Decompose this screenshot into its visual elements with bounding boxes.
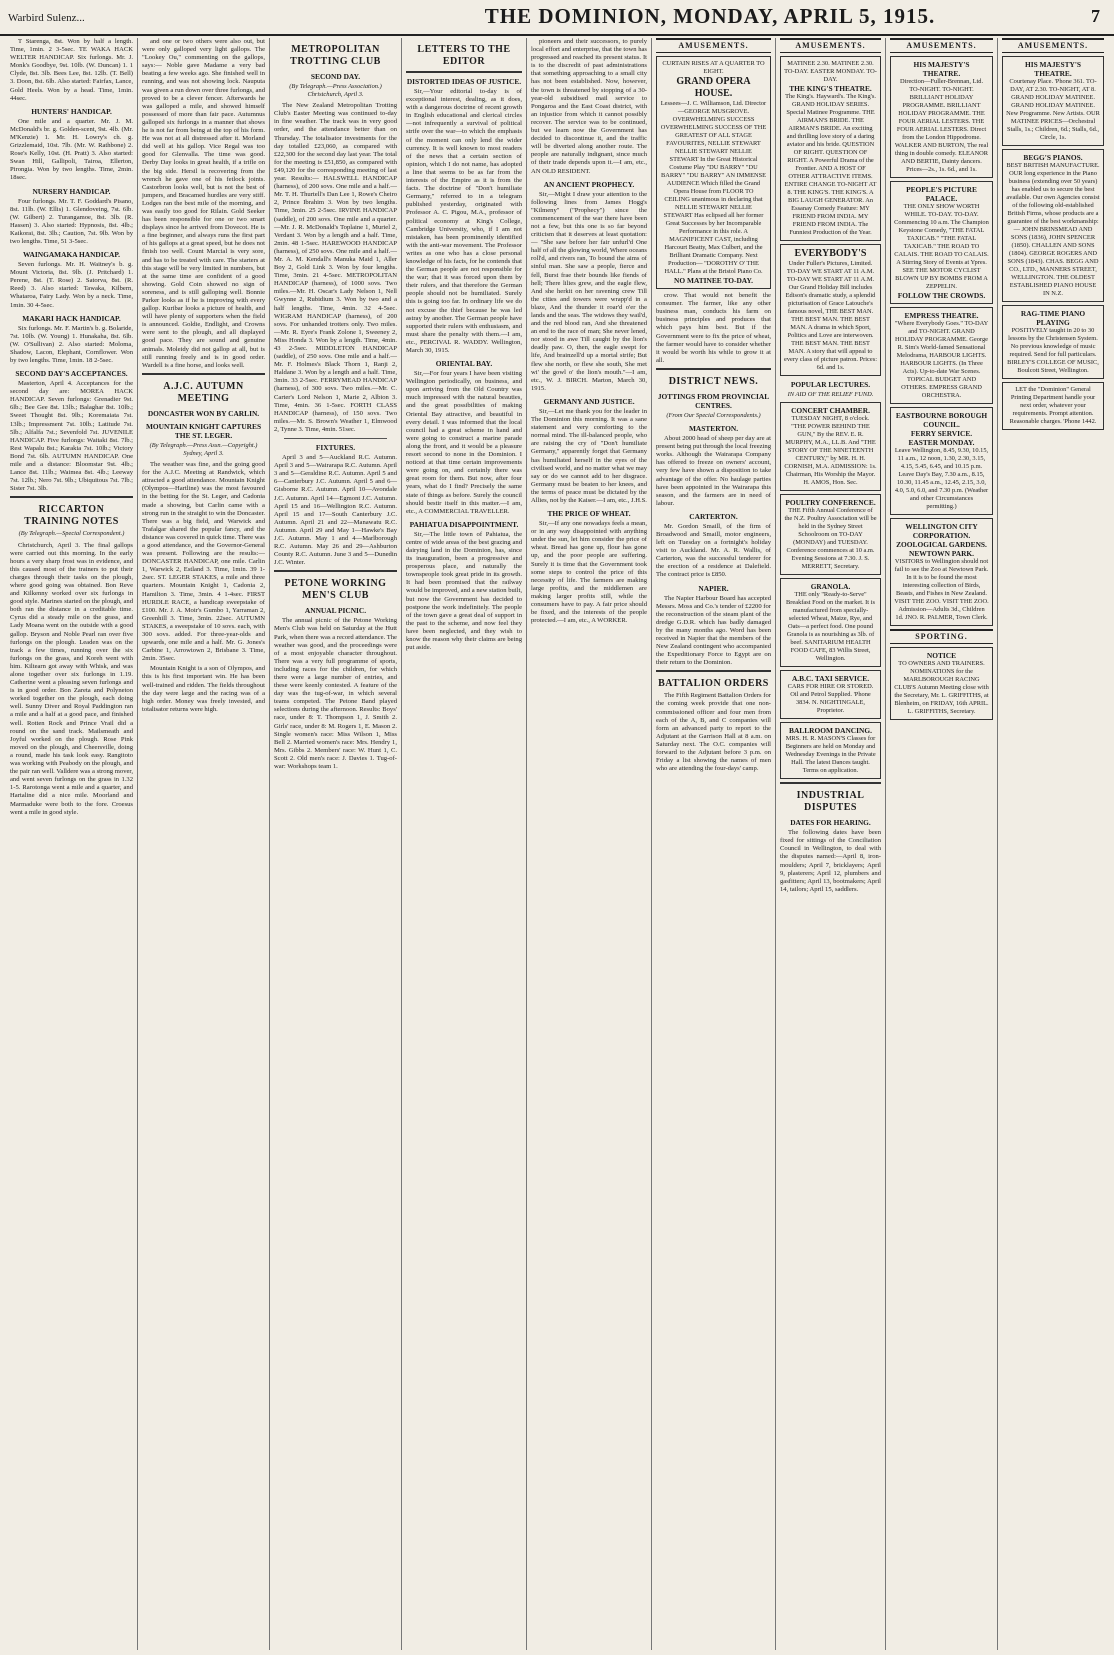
heading-distorted: DISTORTED IDEAS OF JUSTICE. — [406, 77, 522, 86]
heading-dates: DATES FOR HEARING. — [790, 818, 871, 828]
divider — [780, 782, 881, 784]
divider — [142, 373, 265, 375]
column-6 — [652, 38, 776, 1650]
ad-ballroom — [780, 722, 881, 779]
oriental-text: Sir,—For four years I have been visiting Wellington periodically, on business, and upon arriving from the Old Country was much impressed with the natural beauties, and the great possibilities of making Oriental Bay attractive, and beautiful in every detail. I was informed that the local council had a great scheme in hand and were going to construct a marine parade along the front, and it would be a pleasure resort second to none in the Dominion. I noticed at that time certain improvements were going on, and certainly there was great room for them. But now, after four years, what do I find? Precisely the same state of things as before. Surely the council should bestir itself in this matter.—I am, etc., A COMMERCIAL TRAVELLER. — [406, 370, 522, 515]
ad-everybodys-head: EVERYBODY'S — [794, 248, 867, 260]
nursery-text: Four furlongs. Mr. T. F. Goddard's Pisano, 8st. 11lb. (W. Ellis) 1. Glendoveing, 7st. 6lb. (W. Gilbert) 2. Turangamoe, 8st. 3lb. (R. Hassen) 3. Also started: Hypnosis, 8st. 4lb.; Kaikorai, 8st. 3lb.; Caution, 7st. 9lb. Won by two lengths. Time, 51 3-5sec. — [10, 197, 133, 245]
heading-makari: MAKARI HACK HANDICAP. — [22, 313, 121, 323]
heading-masterton: MASTERTON. — [688, 424, 739, 434]
heading-sporting: SPORTING. — [890, 629, 993, 644]
newspaper-title: THE DOMINION, MONDAY, APRIL 5, 1915. — [484, 4, 936, 28]
ad-opera-title: GRAND OPERA HOUSE. — [676, 76, 751, 100]
heading-jottings: JOTTINGS FROM PROVINCIAL CENTRES. — [657, 391, 770, 410]
disputes-text: The following dates have been fixed for sittings of the Conciliation Council in Wellington, to deal with the disputes named:—April 8, iron-moulders; April 7, bricklayers; April 9, plasterers; April 12, plumbers and gasfitters; April 13, bootmakers; April 14, tailors; April 15, saddlers. — [780, 829, 881, 893]
column-4 — [402, 38, 527, 1650]
heading-germany: GERMANY AND JUSTICE. — [543, 396, 635, 406]
column-8 — [886, 38, 998, 1650]
second-day-text: Masterton, April 4. Acceptances for the second day are: MOREA HACK HANDICAP. Seven furlongs: Grenadier 9st. 6lb.; Bee Gee 8st. 13lb.; Balaghar 8st. 10lb.; Sweet Thought 8st. 9lb.; Koremaiata 7st. 13lb.; Impressment 7st. 10lb.; Latitude 7st. 5lb.; Alfalfa 7st.; Sevenfold 7st. JUVENILE HANDICAP. Five furlongs: Waitaki 8st. 7lb.; Rest Wapalu 8st.; Karakia 7st. 10lb.; Victory Bond 7st. 6lb. AUTUMN HANDICAP. One mile and a distance: Bloomstar 9st. 4lb.; Lance 8st. 11lb.; Waimea 8st. 4lb.; Leeway 7st. 12lb.; Nero 7st. 9lb.; Ubiquitous 7st. 7lb.; Sister 7st. 3lb. — [10, 380, 133, 493]
ad-ferry-head: FERRY SERVICE. — [910, 429, 973, 439]
heading-letters: LETTERS TO THE EDITOR — [417, 44, 511, 67]
heading-district: DISTRICT NEWS. — [668, 375, 759, 387]
ad-ferry-body: Leave Wellington, 8.45, 9.30, 10.15, 11 a.m., 12 noon, 1.30, 2.30, 3.15, 4.15, 5.45, 6.45, and 10.15 p.m. Leave Day's Bay, 7.30 a.m., 8.15, 10.30, 11.45 a.m., 12.45, 2.15, 3.0, 4.0, 5.0, 6.0, and 7.30 p.m. (Weather and other Circumstances permitting.) — [894, 447, 989, 511]
napier-text: The Napier Harbour Board has accepted Messrs. Moss and Co.'s tender of £2200 for the reconstruction of the steam plant of the dredge G.D.R. which has badly damaged by the many months ago. Word has been received in Napier that the members of the New Zealand contingent who accompanied the Expeditionary Force to Egypt are on their return to the Dominion. — [656, 594, 771, 667]
heading-amusements-4: AMUSEMENTS. — [1002, 38, 1104, 53]
heading-oriental: ORIENTAL BAY. — [435, 359, 493, 369]
ad-concert-body: TUESDAY NIGHT, 8 o'clock. "THE POWER BEHIND THE GUN," By the REV. E. R. MURPHY, M.A., LL.B. And "THE STORY OF THE NINETEENTH CENTURY," by MR. H. H. CORNISH, M.A. ADMISSION: 1s. Chairman, His Worship the Mayor. H. AMOS, Hon. Sec. — [784, 415, 877, 487]
divider — [656, 368, 771, 370]
ad-poultry-head: POULTRY CONFERENCE. — [785, 498, 876, 508]
column-5 — [527, 38, 652, 1650]
heading-riccarton: RICCARTON TRAINING NOTES — [24, 504, 119, 528]
ad-curtain: CURTAIN RISES AT A QUARTER TO EIGHT. — [662, 60, 765, 76]
ad-printing-body: LET the "Dominion" General Printing Department handle your next order, whatever your requirements. Prompt attention. Reasonable charges. 'Phone 1442. — [1009, 386, 1097, 426]
ad-kings-times: MATINEE 2.30. MATINEE 2.30. TO-DAY. EASTER MONDAY. TO-DAY. — [784, 60, 877, 84]
divider — [284, 438, 387, 439]
battalion-text: The Fifth Regiment Battalion Orders for the coming week provide that one non-commissioned officer and four men from each of the A, B, and C companies will form an advanced party to report to the Adjutant at the Garrison Hall at 8 a.m. on Saturday next. The O.C. companies will forward to the Adjutant before 3 p.m. on Friday a list showing the names of men who are attending the four-days' camp. — [656, 692, 771, 773]
divider — [656, 670, 771, 672]
racing-intro: T Starenga, 8st. Won by half a length. Time, 1min. 2 3-5sec. TE WAKA HACK WELTER HANDICAP. Six furlongs. Mr. J. Monk's Goodbye, 9st. 10lb. (W. Duncan) 1. 1 Clyde, 8st. 3lb. Bees Lee, 8st. 12lb. (T. Bell) 3. Doon, 8st. 6lb. Also started: Fairfax, Lance, Gold Heels. Won by a head. Time, 1min. 44sec. — [10, 38, 133, 102]
gallops-text: and one or two others were also out, but were only galloped very light gallops. The "Lookey Ou," commenting on the gallops, says:— Noble gave Madame a very bad beating a few weeks ago. She finished well in running, and was not showing lock. Nauputa was given a run down over three furlongs, and proved to be a clever fencer. Afterwards he was galloped a mile, and showed himself possessed of more than fair pace. Autumnus galloped six furlongs in a manner that shows he is not far from being at the top of his form. He was not at all distressed after it. Morland did well at his gallop. Vice Regal was too good for Glenvalla. The time was good. Derby Day looks in great health, if a trifle on the big side. Hersil is recovering from the wrench he gave one of his fetlock joints. Castorbron looks well, but is not the best of jumpers, and Bracamed hurdles are very stiff. Lodges ran the best mile of the morning, and was easily too good for Rilain. Gold Seeker has been responsible for one or two smart displays since he arrived from Dovecot. He is a fine beginner, and always runs the first part of his gallops at a great speed, but he does not finish too well. Count Marcial is very sore, and has to be treated with care. The starters at this stage will be very limited in numbers, but at the same time are confident of a good showing. Gold Coin showed no sign of soreness, and is still galloping well. Bonnie Parker looks as if he is improving with every gallop. Kuribar looks a picture of health, and will have plenty of supporters when the field is announced. Goldie, Endlight, and Crowns were sent to the plough, and all displayed good pace. They are sound and genuine animals. Moleidy did not gallop at all, but is still running freely and is in good order. Wardell is a fine horse, and looks well. — [142, 38, 265, 369]
ad-begg-sub: BEST BRITISH MANUFACTURE. — [1006, 162, 1100, 170]
ad-begg-body: OUR long experience in the Piano business (extending over 50 years) has enabled us to secure the best available. Our own Agencies consist of the following old-established British Firms, whose products are a guarantee of the best workmanship:— JOHN BRINSMEAD AND SONS (1836), JOHN SPENCER (1850). CHALLEN AND SONS (1804). GEORGE ROGERS AND SONS (1843). CHAS. BEGG AND CO., LTD., MANNERS STREET, WELLINGTON. THE OLDEST ESTABLISHED PIANO HOUSE IN N.Z. — [1006, 170, 1100, 298]
ad-peoples-head: PEOPLE'S PICTURE PALACE. — [906, 185, 977, 204]
ad-everybodys — [780, 244, 881, 376]
page-number: 7 — [1091, 6, 1100, 26]
column-9 — [998, 38, 1108, 1650]
heading-second-day-metro: SECOND DAY. — [310, 72, 361, 81]
ad-begg-head: BEGG'S PIANOS. — [1023, 153, 1083, 163]
ad-majesty-body: Direction—Fuller-Brennan, Ltd. TO-NIGHT. TO-NIGHT. BRILLIANT HOLIDAY PROGRAMME. BRILLIANT HOLIDAY PROGRAMME. THE FOUR AERIAL LESTERS. THE FOUR AERIAL LESTERS. Direct from the London Hippodrome. WALKER AND BURTON, The real thing in double comedy. ELEANOR AND BERTIE, Dainty dancers. Prices—2s., 1s. 6d., and 1s. — [894, 78, 989, 174]
ancient-text: Sir,—Might I draw your attention to the following lines from James Hogg's "Kilmeny" ("Prophecy") since the commencement of the war there have been not a few, but this one is so far beyond criticism that it deserves at least quotation:— "She saw before her fair unfurl'd One half of all the glowing world, Where oceans roll'd, and rivers ran, To bound the aims of sinful man. She saw a people, fierce and fell, Burst frae their bounds like fiends of hell; There lilies grew, and the eagle flew, And she herkit on her ravening crew Till the cities and towers were wrapp'd in a blaze, And the thunder it roar'd o'er the lands and the seas. The widows they wail'd, and the red blood ran, And she threatened an end to the race of man; She never lened, nor stood in awe Till caught by the lion's deadly paw. O, then, the eagle swept for life, And brainzell'd up a mortal strife; But flew she north, or flew she south, She met wi' the gowl o' the lion's mouth."—I am, etc., W. J. BIRCH. Marton, March 30, 1915. — [531, 190, 647, 392]
letter-continued: pioneers and their successors, to purely local effort and enterprise, that the town has progressed and reached its present status. It is to the discredit of past administrations that something approaching to a small city has not been established. Now, however, the town is threatened by stopping of a 30-year-old subsidised mail service to Pongaroa and the East Coast district, with an injustice from which it cannot possibly recover. The service was to be continued, but we learn now the Government has decided to discontinue it, and the traffic will be diverted along another route. The people are naturally indignant, since much of their trade depends upon it.—I am, etc., AN OLD RESIDENT. — [531, 38, 647, 175]
ad-easter-head: EASTER MONDAY. — [908, 438, 975, 448]
ad-his-majestys-2 — [1002, 56, 1104, 146]
heading-carterton: CARTERTON. — [689, 511, 738, 521]
heading-petone: PETONE WORKING MEN'S CLUB — [284, 578, 387, 602]
ad-notice-head: NOTICE — [926, 651, 957, 661]
wheat-text: Sir,—If any one nowadays feels a mean, or in any way disappointed with anything under the sun, let him consider the price of wheat. Bread has gone up, flour has gone up, and the poor people are suffering. Surely it is time that the Government took some steps to control the price of this necessity of life. The farmers are making large profits, and the middlemen are making larger profits still, while the consumers have to pay. A fair price should be fixed, and the interests of the people protected.—I am, etc., A WORKER. — [531, 520, 647, 625]
ad-eastbourne — [890, 407, 993, 515]
ad-grand-opera-house — [656, 56, 771, 289]
ad-empress-body: "Where Everybody Goes." TO-DAY and TO-NIGHT. GRAND HOLIDAY PROGRAMME. George R. Sim's World-famed Sensational Melodrama, HARBOUR LIGHTS. HARBOUR LIGHTS. (In Three Acts). Up-to-date War Scenes. TOPICAL BUDGET AND OTHERS. EMPRESS GRAND ORCHESTRA. — [894, 320, 989, 400]
divider — [274, 570, 397, 572]
ad-kings-body: The King's. Hayward's. The King's. GRAND HOLIDAY SERIES. Special Matinee Programme. THE AIRMAN'S BRIDE. THE AIRMAN'S BRIDE. An exciting and thrilling love story of a daring aviator and his bride. QUESTION OF RIGHT. QUESTION OF RIGHT. A Powerful Drama of the Frontier. AND A HOST OF OTHER ATTRACTIVE ITEMS. — [785, 93, 876, 181]
divider — [10, 496, 133, 498]
waingamaka-text: Seven furlongs. Mr. H. Waitney's b. g. Mount Victoria, 8st. 9lb. (J. Pritchard) 1. Perene, 8st. (T. Rose) 2. Satorva, 8st. (R. Reed) 3. Also started: Tawaka, Kilbern, Whataroa, Fairy Lady. Won by a neck. Time, 1min. 30 4-5sec. — [10, 261, 133, 309]
hunters-text: One mile and a quarter. Mr. J. M. McDonald's br. g. Golden-scent, 9st. 4lb. (Mr. M'Kenzie) 1. Mr. H. Lowry's ch. g. Grizzlemaid, 10st. 7lb. (Mr. W. Rathbone) 2. Rose's Kelly, 10st. (H. Pratt) 3. Also started: Swan Hill, Gallipoli, Tairoa, Ellerton, Pirongia. Won by two lengths. Time, 2min. 18sec. — [10, 117, 133, 182]
heading-metropolitan: METROPOLITAN TROTTING CLUB — [290, 44, 381, 67]
heading-amusements-3: AMUSEMENTS. — [890, 38, 993, 53]
ad-concert — [780, 402, 881, 491]
ad-empress-head: EMPRESS THEATRE. — [904, 311, 979, 321]
ad-majesty2-head: HIS MAJESTY'S THEATRE. — [1024, 60, 1082, 79]
ad-poultry-body: THE Fifth Annual Conference of the N.Z. Poultry Association will be held in the Sydney Street Schoolroom on TO-DAY (MONDAY) and TUESDAY. Conference commences at 10 a.m. Evening Sessions at 7.30. J. S. MERRETT, Secretary. — [784, 507, 877, 571]
metro-text: The New Zealand Metropolitan Trotting Club's Easter Meeting was continued to-day in fine weather. The track was in very good order, and the attendance better than on Thursday. The totalisator investments for the day totalled £23,060, as compared with £22,300 for the second day last year. The total for the meeting is £51,850, as compared with £49,120 for the corresponding meeting of last year. Results:— HALSWELL HANDICAP (harness), of 200 sovs. One mile and a half.—Mr. T. H. Thurtell's Dan Lee 1, Rowe's Cheiro 2, Prince Ibrahim 3. Won by two lengths. Time, 3min. 25 2-5sec. IRVINE HANDICAP (saddle), of 200 sovs. One mile and a quarter.—Mr. J. R. McDonald's Toplaine 1, Muriel 2, Verdant 3. Won by a length and a half. Time, 2min. 48 1-5sec. HAREWOOD HANDICAP (harness), of 250 sovs. One mile and a half.—Mr. A. M. Kendall's Manuka Maid 1, Aller Boy 2, Gold Link 3. Won by four lengths. Time, 3min. 21 4-5sec. METROPOLITAN HANDICAP (harness), of 1000 sovs. Two miles.—Mr. H. Oscar's Lady Nelson 1, Nell Gwynne 2, Rubidium 3. Won by two and a half lengths. Time, 4min. 32 4-5sec. WIGRAM HANDICAP (harness), of 200 sovs. For unhanded trotters only. Two miles.—Mr. R. Eyre's Frank Zolone 1, Sweeney 2, Miss Honda 3. Won by a length. Time, 4min. 43 2-5sec. MIDDLETON HANDICAP (saddle), of 250 sovs. One mile and a half.—Mr. F. Holmes's Black Thorn 1, Ranji 2, Haldane 3. Won by a length and a half. Time, 3min. 33 2-5sec. FERRYMEAD HANDICAP (harness), of 300 sovs. Two miles.—Mr. C. Carter's Lord Nelson 1, Marie 2, Albion 3. Time, 4min. 36 1-5sec. FORTH CLASS HANDICAP (harness), of 150 sovs. Two miles.—Mr. S. Brown's Weather 1, Elmwood 2, Tynne 3. Time, 4min. 51sec. — [274, 102, 397, 433]
ad-granola-body: THE only "Ready-to-Serve" Breakfast Food on the market. It is manufactured from specially-selected Wheat, Maize, Rye, and Oats—a perfect food. One pound Granola is as nourishing as 3lb. of beef. SANITARIUM HEALTH FOOD CAFE, 83 Willis Street, Wellington. — [786, 591, 875, 663]
ad-opera-foot: NO MATINEE TO-DAY. — [674, 276, 753, 286]
column-7 — [776, 38, 886, 1650]
ad-zoo-body: VISITORS to Wellington should not fail to see the Zoo at Newtown Park. In it is to be found the most interesting collection of Birds, Beasts, and Fishes in New Zealand. VISIT THE ZOO. VISIT THE ZOO. Admission—Adults 3d., Children 1d. JNO. R. PALMER, Town Clerk. — [894, 558, 989, 622]
ad-kings-foot: ENTIRE CHANGE TO-NIGHT AT 8. THE KING'S. THE KING'S. A BIG LAUGH GENERATOR. An Essanay Comedy Feature: MY FRIEND FROM INDIA. MY FRIEND FROM INDIA. The Funniest Production of the Year. — [784, 181, 877, 237]
ad-kings-theatre — [780, 56, 881, 241]
ad-granola-head: GRANOLA. — [810, 582, 851, 592]
ad-beggs — [1002, 149, 1104, 302]
germany-text: Sir,—Let me thank you for the leader in The Dominion this morning. It was a sane statement and very comforting to the normal mind. The ill-balanced people, who are raising the cry of "Don't humiliate Germany," apparently forget that Germany has humiliated herself in the eyes of the civilised world, and no matter what we may say or do we cannot add to her disgrace. Germany must be beaten to her knees, and the terms of peace must be dictated by the Allies, not by the Kaiser.—I am, etc., J.H.S. — [531, 407, 647, 504]
ad-taxi-body: CARS FOR HIRE OR STORED. Oil and Petrol Supplied. 'Phone 3834. N. NIGHTINGALE, Proprietor. — [787, 683, 874, 715]
autumn-byline: (By Telegraph.—Press Assn.—Copyright.) Sydney, April 3. — [149, 441, 258, 457]
ad-zoo-head: ZOOLOGICAL GARDENS. — [896, 540, 987, 550]
ad-taxi — [780, 670, 881, 719]
heading-waingamaka: WAINGAMAKA HANDICAP. — [22, 250, 121, 260]
ad-city-head: WELLINGTON CITY CORPORATION. — [905, 522, 978, 541]
riccarton-text: Christchurch, April 3. The final gallops were carried out this morning. In the early hours a very sharp frost was in evidence, and this caused most of the trainers to put their charges through their tasks on the plough, where good going was obtained. Bon Reve and Kilkenny worked over six furlongs in good style. Marines started on the plough, and both ran the distance in a creditable time. Cyrus did a steady mile on the grass, and Lady Moana went on the outside with a good gallop. Bryson and Noble Pearl ran over five furlongs on the plough. Leaden was on the track a few times, running over the six furlongs on the grass, and Koreh went with him. Kiltearn got away with Whisk, and was alone together over six furlongs in 1.19. Catherine went a pleasing seven furlongs and is in good order. Bon Zareta and Polyneton worked together on the plough, each doing well. Sunny Diver and Royal Paddington ran a mile and a half at a good pace, and finished well. Rotten Rock and Prince Vrail did a round on the sand track. Mailsmeath and Joyful worked on the plough. Rose Pink moved on the plough, and Cheersville, doing a round, made his task look easy. Rangitoto was working with Peabody on the plough, and the pair ran well. Valldere was a strong mover, and went seven furlongs on the grass in 1.32 1-5. Rarotonga went a mile and a quarter, and Hartaline did a nice mile. Moorland and Marmaduke were both to the fore. Croesus went a mile in good style. — [10, 541, 133, 816]
heading-mountain-knight: MOUNTAIN KNIGHT CAPTURES THE ST. LEGER. — [145, 421, 262, 440]
heading-fixtures: FIXTURES. — [315, 443, 356, 453]
fixtures-text: April 3 and 5—Auckland R.C. Autumn. April 3 and 5—Wairarapa R.C. Autumn. April 3 and 5—Geraldine R.C. Autumn. April 5 and 6—Canterbury J.C. Autumn. April 5 and 6—Gisborne R.C. Autumn. April 10—Avondale J.C. Autumn. April 14—Egmont J.C. Autumn. April 15 and 16—Wellington R.C. Autumn. April 15 and 17—South Canterbury J.C. Autumn. April 21 and 22—Manawatu R.C. Autumn. April 29 and May 1—Hawke's Bay J.C. Autumn. May 1 and 4—Marlborough R.C. Autumn. May 26 and 29—Ashburton County R.C. Autumn. June 3 and 5—Dunedin J.C. Winter. — [274, 454, 397, 567]
ad-his-majestys — [890, 56, 993, 178]
ad-notice — [890, 647, 993, 720]
heading-pahiatua: PAHIATUA DISAPPOINTMENT. — [409, 519, 519, 529]
ad-majesty-head: HIS MAJESTY'S THEATRE. — [913, 60, 970, 79]
column-3 — [270, 38, 402, 1650]
ad-newtown-head: NEWTOWN PARK. — [908, 549, 974, 559]
petone-text: The annual picnic of the Petone Working Men's Club was held on Saturday at the Hutt Park, when there was a record attendance. The weather was good, and the proceedings were of a most enjoyable character throughout. There was a very full programme of sports, including races for the children, for which there were a large number of entries, and these were keenly contested. A feature of the day was the tug-of-war, in which several teams competed. The Petone Band played selections during the afternoon. Results: Boys' race, under 8: T. Thompson 1, J. Smith 2. Girls' race, under 8: M. Rogers 1, E. Mason 2. Single women's race: Miss Wilson 1, Miss Bell 2. Married women's race: Mrs. Hendry 1, Mrs. Gibbs 2. Members' race: W. Hunt 1, C. Scott 2. Old men's race: J. Davies 1. Tug-of-war: Workshops team 1. — [274, 617, 397, 771]
ad-ragtime — [1002, 305, 1104, 379]
masthead — [0, 0, 1114, 36]
heading-nursery: NURSERY HANDICAP. — [32, 186, 111, 196]
heading-hunters: HUNTERS' HANDICAP. — [31, 106, 112, 116]
pahiatua-text: Sir,—The little town of Pahiatua, the centre of wide areas of the best grazing and dairying land in the Dominion, has, since its inauguration, been a progressive and prosperous place, and naturally the townspeople took great pride in its growth. It had been promised that the railway would be improved, and a new station built, but now the Government has decided to postpone the work indefinitely. The people of the town gave a great deal of support in the past to the scheme, and now feel they have been neglected, and they wish to know the reason why their claims are being put aside. — [406, 530, 522, 652]
ad-ragtime-head: RAG-TIME PIANO PLAYING — [1020, 309, 1086, 328]
column-1 — [6, 38, 138, 1650]
ad-poultry — [780, 494, 881, 575]
crow-text: crow. That would not benefit the consumer. The farmer, like any other business man, conducts his farm on business principles and produces that which pays him best. But if the Government were to fix the price of wheat, the farmer would have to consider whether it would be worth his while to grow it at all. — [656, 292, 771, 364]
ad-notice-body: NOMINATIONS for the MARLBOROUGH RACING CLUB'S Autumn Meeting close with the Secretary, Mr. L. GRIFFITHS, at Blenheim, on FRIDAY, 16th APRIL. L. GRIFFITHS, Secretary. — [894, 668, 989, 716]
heading-ajc-autumn: A.J.C. AUTUMN MEETING — [163, 380, 244, 404]
ad-granola — [780, 578, 881, 667]
ad-peoples — [890, 181, 993, 304]
ad-opera-body: Lessees—J. C. Williamson, Ltd. Director—GEORGE MUSGROVE. OVERWHELMING SUCCESS OVERWHELMING SUCCESS OF THE GREATEST OF ALL STAGE FAVOURITES, NELLIE STEWART NELLIE STEWART NELLIE STEWART In the Great Historical Costume Play "DU BARRY" "DU BARRY" "DU BARRY" AN IMMENSE AUDIENCE Which filled the Grand Opera House from FLOOR TO CEILING unanimous in declaring that NELLIE STEWART NELLIE STEWART Has eclipsed all her former Great Successes by her Incomparable Performance in this role. A MAGNIFICENT CAST, including Harcourt Beatty, Max Culbert, and the Brilliant Dramatic Company. Next Production— "DOROTHY O' THE HALL." Plans at the Bristol Piano Co. — [660, 100, 767, 276]
heading-industrial: INDUSTRIAL DISPUTES — [796, 790, 865, 814]
heading-doncaster: DONCASTER WON BY CARLIN. — [147, 408, 260, 418]
heading-relief: IN AID OF THE RELIEF FUND. — [787, 391, 874, 399]
metro-byline: (By Telegraph.—Press Association.) Christchurch, April 3. — [289, 83, 382, 99]
makari-text: Six furlongs. Mr. F. Martin's b. g. Bolaride, 7st. 10lb. (W. Young) 1. Hunakaha, 8st. 6lb. (W. O'Sullivan) 2. Also started: Moloma, Shadow, Lacon, Elephant, Cornflower. Won by two lengths. Time, 1min. 18 2-5sec. — [10, 324, 133, 364]
ad-ballroom-head: BALLROOM DANCING. — [789, 726, 872, 736]
ad-majesty2-body: Courtenay Place. 'Phone 361. TO-DAY, AT 2.30. TO-NIGHT, AT 8. GRAND HOLIDAY MATINEE. GRAND HOLIDAY MATINEE. New Programme. New Artists. OUR MATINEE PRICES—Orchestral Stalls, 1s.; Children, 6d.; Stalls, 6d., Circle, 1s. — [1006, 78, 1100, 142]
heading-napier: NAPIER. — [698, 583, 729, 593]
ad-printing — [1002, 382, 1104, 430]
ad-concert-head: CONCERT CHAMBER. — [791, 406, 870, 416]
heading-ancient: AN ANCIENT PROPHECY. — [543, 179, 635, 189]
mountain-text: Mountain Knight is a son of Olympos, and this is his first important win. He has been well-trained and ridden. The fields throughout the day were large and the racing was of a high order. Money was freely invested, and totalisator returns were high. — [142, 665, 265, 713]
heading-popular-lectures: POPULAR LECTURES. — [790, 380, 871, 390]
district-byline: (From Our Special Correspondents.) — [666, 411, 761, 419]
heading-picnic: ANNUAL PICNIC. — [304, 606, 367, 616]
ad-zoo — [890, 518, 993, 626]
ad-empress — [890, 307, 993, 404]
column-2 — [138, 38, 270, 1650]
heading-wheat: THE PRICE OF WHEAT. — [547, 509, 631, 519]
masthead-left: Warbird Sulenz... — [8, 12, 85, 24]
heading-amusements: AMUSEMENTS. — [656, 38, 771, 53]
carterton-text: Mr. Gordon Smaill, of the firm of Broadwood and Smaill, motor engineers, left on Tuesday on a fortnight's holiday visit to Auckland. Mr. A. R. Wallis, of Carterton, was the successful tenderer for the erection of a residence at Dalefield. The contract price is £850. — [656, 522, 771, 579]
ad-everybodys-body: Under Fuller's Pictures, Limited. TO-DAY WE START AT 11 A.M. TO-DAY WE START AT 11 A.M. Our Grand Holiday Bill includes Edison's dramatic study, a splendid picturisation of Grace Latouche's famous novel, THE BEST MAN. THE BEST MAN. THE BEST MAN. A drama in which Sport, Politics and Love are interwoven. THE BEST MAN. THE BEST MAN. A story that will appeal to every class of picture patron. Prices: 6d. and 1s. — [784, 260, 877, 372]
ad-ballroom-body: MRS. H. R. MASON'S Classes for Beginners are held on Monday and Wednesday Evenings in the Private Hall. The latest Dances taught. Terms on application. — [785, 735, 876, 775]
columns — [6, 38, 1108, 1650]
ad-peoples-body: THE ONLY SHOW WORTH WHILE. TO-DAY. TO-DAY. Commencing 10 a.m. The Champion Keystone Comedy, "THE FATAL TAXICAB." "THE FATAL TAXICAB." THE ROAD TO CALAIS. THE ROAD TO CALAIS. A Stirring Story of Events at Ypres. SEE THE MOTOR CYCLIST BLOWN UP BY BOMBS FROM A ZEPPELIN. — [894, 203, 989, 291]
ad-taxi-head: A.B.C. TAXI SERVICE. — [791, 674, 870, 684]
heading-battalion: BATTALION ORDERS — [658, 678, 769, 690]
masterton-text: About 2000 head of sheep per day are at present being put through the local freezing works. Although the Wairarapa Company has offered to freeze on owners' account, very few have shown a disposition to take advantage of the offer. No haulage parties have been appointed in the Wairarapa this season, and the farmers are in need of labour. — [656, 435, 771, 507]
heading-amusements-2: AMUSEMENTS. — [780, 38, 881, 53]
heading-second-day: SECOND DAY'S ACCEPTANCES. — [15, 369, 128, 379]
ad-kings-head: THE KING'S THEATRE. — [789, 84, 872, 94]
ad-peoples-foot: FOLLOW THE CROWDS. — [897, 291, 986, 301]
ad-ragtime-body: POSITIVELY taught in 20 to 30 lessons by the Christensen System. No previous knowledge of music required. Send for full particulars. BIRLEY'S COLLEGE OF MUSIC, Boulcott Street, Wellington. — [1007, 327, 1099, 375]
riccarton-byline: (By Telegraph.—Special Correspondent.) — [18, 530, 125, 538]
divider — [406, 71, 522, 73]
ad-eastbourne-head: EASTBOURNE BOROUGH COUNCIL. — [895, 411, 988, 430]
autumn-text: The weather was fine, and the going good for the A.J.C. Meeting at Randwick, which attracted a good attendance. Mountain Knight (Olympos—Hartline) was the most favoured in the betting for the St. Leger, and Cadonia made a showing, but Carlin came with a strong run in the straight to win the Doncaster. There was a big field, and Warwick and Trafalgar shared the popular fancy, and the distance was covered in quick time. There was a good attendance, and the Governor-General was present. Following are the results:— DONCASTER HANDICAP, one mile. Carlin 1, Warwick 2, Estland 3. Time, 1min. 39 1-2sec. ST. LEGER STAKES, a mile and three quarters. Mountain Knight 1, Cadonia 2, Hamilton 3. Time, 3min. 4 1-4sec. FIRST HURDLE RACE, a handicap sweepstake of £100. Mr. J. A. Moir's Gumbo 1, Yarraman 2, Greenhill 3. Time, 3min. 22sec. AUTUMN STAKES, a sweepstake of 10 sovs. each, with 300 sovs. added. For three-year-olds and upwards, one mile and a half. Mr. G. Jones's Carbine 1, Arrowtown 2, Brisbane 3. Time, 2min. 35sec. — [142, 461, 265, 663]
ad-notice-sub: TO OWNERS AND TRAINERS. — [898, 660, 985, 668]
distorted-text: Sir,—Your editorial to-day is of exceptional interest, dealing, as it does, with a dangerous doctrine of recent growth in English educational and clerical circles—not infrequently a survival of political strife over the war—to which the emphasis of the moment can only lend the wider currency. It is well known to most readers of the news that a certain section of opinion, which I do not name, has adopted a line that seems to be as far from the interests of the Empire as it is from the facts. The doctrine of "Don't humiliate Germany," referred to in a telegram published yesterday, originated with Professor A. C. Pigou, M.A., professor of political economy at King's College, Cambridge University, who, if I am not mistaken, has been prominently identified with the anti-war movement. The Professor writes as one who has a close personal knowledge of his facts, for he contends that the German people are not responsible for the war; that it was forced upon them by their rulers, and that therefore the German people should not be humiliated. Surely this is going too far. In ordinary life we do not excuse the thief because he was led astray by another. The German people have supported their rulers with enthusiasm, and must share the penalty with them.—I am, etc., PERCIVAL R. WADDY. Wellington, March 30, 1915. — [406, 88, 522, 354]
